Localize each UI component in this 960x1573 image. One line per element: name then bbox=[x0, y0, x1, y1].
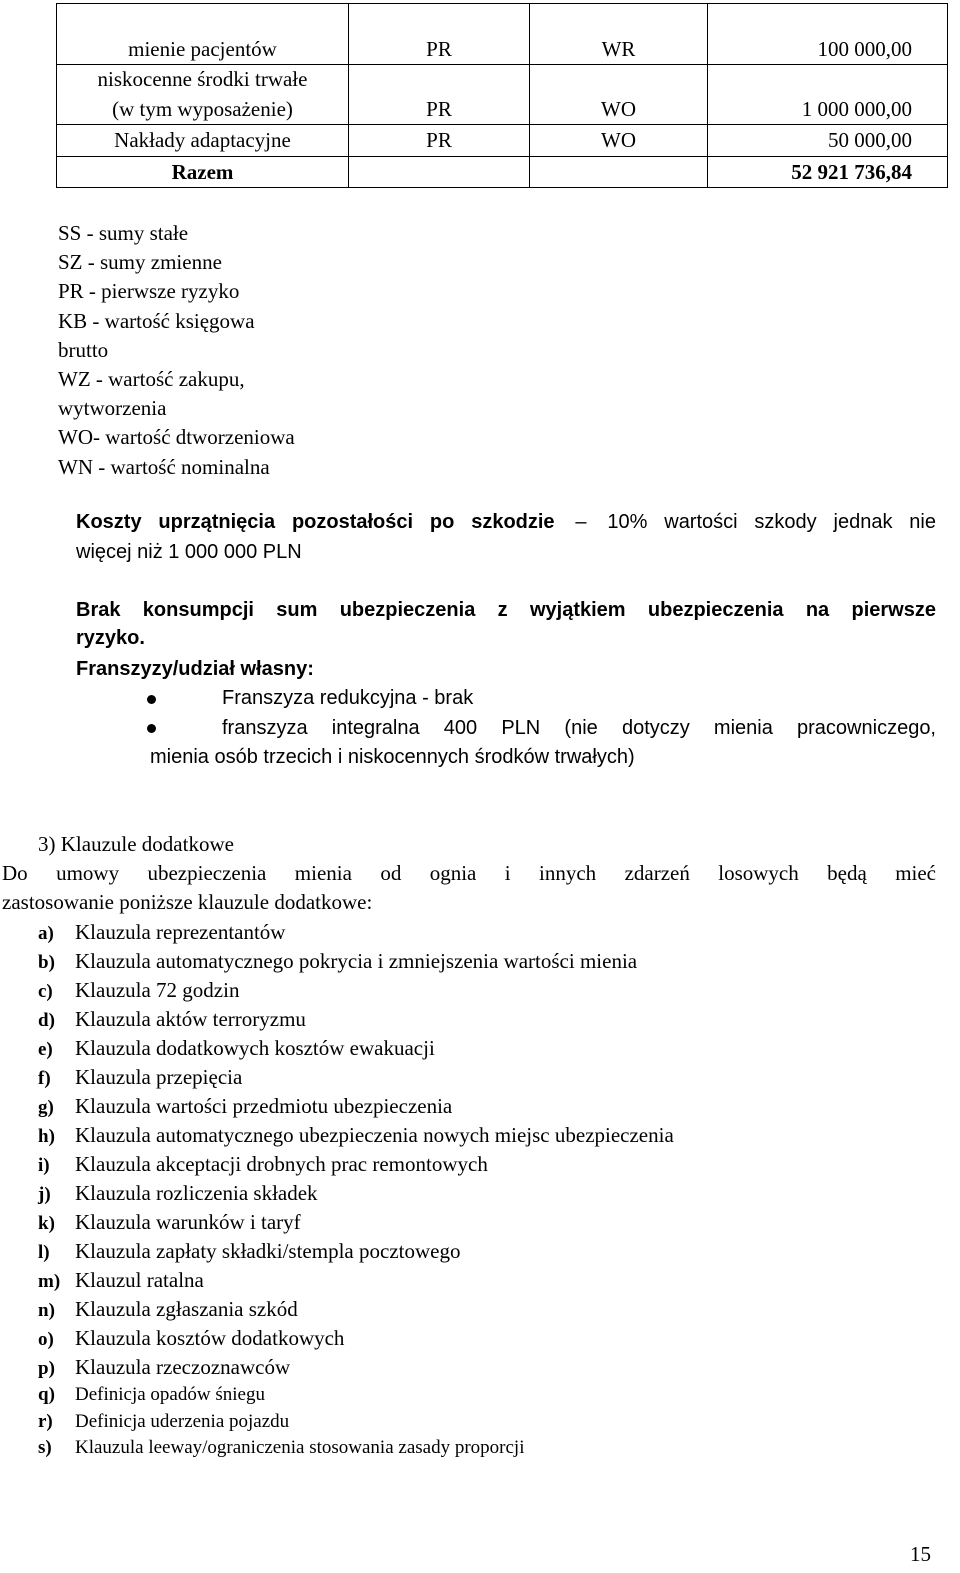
table-cell-valuation: WO bbox=[530, 65, 708, 125]
table-cell-amount: 50 000,00 bbox=[708, 125, 948, 156]
abbreviation-legend bbox=[58, 219, 295, 482]
clause-text: Klauzula leeway/ograniczenia stosowania zasady proporcji bbox=[75, 1437, 525, 1458]
consumption-line2: ryzyko. bbox=[76, 627, 145, 649]
clause-letter: m) bbox=[38, 1271, 61, 1292]
list-item bbox=[38, 1295, 674, 1324]
table-cell-system: PR bbox=[349, 65, 530, 125]
table-cell-name: mienie pacjentów bbox=[57, 4, 349, 65]
clause-text: Klauzula automatycznego ubezpieczenia nowych miejsc ubezpieczenia bbox=[75, 1123, 674, 1147]
legend-item: KB - wartość księgowa bbox=[58, 308, 255, 333]
legend-item: SS - sumy stałe bbox=[58, 221, 189, 245]
list-item bbox=[38, 1266, 674, 1295]
clause-letter: s) bbox=[38, 1437, 52, 1458]
clause-letter: r) bbox=[38, 1410, 53, 1432]
clause-letter: i) bbox=[38, 1155, 50, 1176]
legend-item: WN - wartość nominalna bbox=[58, 454, 270, 479]
list-item bbox=[38, 1179, 674, 1208]
list-item bbox=[38, 1005, 674, 1034]
clause-text: Klauzul ratalna bbox=[75, 1268, 204, 1292]
list-item bbox=[38, 1063, 674, 1092]
list-item bbox=[38, 1121, 674, 1150]
clause-letter: l) bbox=[38, 1242, 50, 1263]
table-row bbox=[57, 4, 948, 65]
list-item bbox=[38, 918, 674, 947]
table-cell-valuation: WR bbox=[530, 4, 708, 65]
table-row bbox=[57, 65, 948, 125]
table-total-label: Razem bbox=[57, 156, 349, 187]
clause-letter: j) bbox=[38, 1184, 51, 1205]
section-intro-line2: zastosowanie poniższe klauzule dodatkowe: bbox=[2, 890, 373, 914]
legend-item: WO- wartość dtworzeniowa bbox=[58, 425, 295, 450]
clause-text: Klauzula przepięcia bbox=[75, 1065, 243, 1089]
clause-letter: o) bbox=[38, 1329, 54, 1350]
page-number: 15 bbox=[910, 1542, 931, 1566]
list-item bbox=[38, 1208, 674, 1237]
table-cell-amount: 100 000,00 bbox=[708, 4, 948, 65]
clause-text: Definicja opadów śniegu bbox=[75, 1384, 265, 1405]
table-cell-system: PR bbox=[349, 125, 530, 156]
clause-text: Klauzula dodatkowych kosztów ewakuacji bbox=[75, 1036, 435, 1060]
clause-letter: n) bbox=[38, 1300, 55, 1321]
insurance-table bbox=[56, 3, 948, 188]
list-item bbox=[38, 1150, 674, 1179]
bullet-dot bbox=[147, 724, 156, 733]
cleanup-costs-rest: 10% wartości szkody jednak nie bbox=[607, 511, 936, 533]
clause-text: Klauzula rzeczoznawców bbox=[75, 1355, 291, 1379]
table-cell-valuation: WO bbox=[530, 125, 708, 156]
list-item bbox=[38, 1382, 674, 1409]
clause-text: Klauzula akceptacji drobnych prac remontowych bbox=[75, 1152, 488, 1176]
legend-item: PR - pierwsze ryzyko bbox=[58, 279, 240, 304]
table-cell-amount: 1 000 000,00 bbox=[708, 65, 948, 125]
legend-item: wytworzenia bbox=[58, 396, 167, 421]
cleanup-costs-line2: więcej niż 1 000 000 PLN bbox=[76, 541, 302, 563]
clause-text: Definicja uderzenia pojazdu bbox=[75, 1410, 290, 1432]
list-item bbox=[38, 1324, 674, 1353]
cleanup-costs-dash: – bbox=[575, 511, 587, 533]
clause-text: Klauzula aktów terroryzmu bbox=[75, 1007, 306, 1031]
clause-list bbox=[38, 918, 674, 1462]
clause-letter: p) bbox=[38, 1358, 55, 1379]
cleanup-costs-bold: Koszty uprzątnięcia pozostałości po szkodzie bbox=[76, 511, 555, 533]
table-cell-empty bbox=[349, 156, 530, 187]
list-item bbox=[38, 1092, 674, 1121]
bullet-dot bbox=[147, 695, 156, 704]
table-cell-name: Nakłady adaptacyjne bbox=[57, 125, 349, 156]
list-item bbox=[38, 1435, 674, 1462]
legend-item: SZ - sumy zmienne bbox=[58, 250, 222, 275]
legend-item: brutto bbox=[58, 337, 109, 362]
clause-text: Klauzula zgłaszania szkód bbox=[75, 1297, 298, 1321]
list-item bbox=[38, 1237, 674, 1266]
list-item bbox=[38, 976, 674, 1005]
clause-letter: c) bbox=[38, 981, 53, 1002]
clause-letter: g) bbox=[38, 1097, 54, 1118]
table-cell-name-line: (w tym wyposażenie) bbox=[112, 96, 293, 121]
section-heading: 3) Klauzule dodatkowe bbox=[38, 832, 234, 856]
clause-text: Klauzula rozliczenia składek bbox=[75, 1181, 318, 1205]
clause-letter: f) bbox=[38, 1068, 51, 1089]
legend-item: WZ - wartość zakupu, bbox=[58, 366, 245, 391]
list-item bbox=[38, 1353, 674, 1382]
clause-text: Klauzula reprezentantów bbox=[75, 920, 286, 944]
deductible-title: Franszyzy/udział własny: bbox=[76, 658, 314, 680]
table-cell-empty bbox=[530, 156, 708, 187]
table-cell-system: PR bbox=[349, 4, 530, 65]
table-cell-name-line: niskocenne środki trwałe bbox=[97, 67, 308, 92]
list-item bbox=[38, 1409, 674, 1436]
table-total-row bbox=[57, 156, 948, 187]
clause-letter: k) bbox=[38, 1213, 55, 1234]
consumption-line1: Brak konsumpcji sum ubezpieczenia z wyjątkiem ubezpieczenia na pierwsze bbox=[76, 599, 936, 621]
cleanup-costs-paragraph bbox=[76, 510, 936, 534]
clause-letter: h) bbox=[38, 1126, 55, 1147]
clause-letter: d) bbox=[38, 1010, 55, 1031]
deductible-bullet-1: Franszyza redukcyjna - brak bbox=[222, 687, 474, 709]
table-row bbox=[57, 125, 948, 156]
table-cell-name bbox=[57, 65, 349, 125]
clause-text: Klauzula automatycznego pokrycia i zmniejszenia wartości mienia bbox=[75, 949, 638, 973]
deductible-bullet-2-line1: franszyza integralna 400 PLN (nie dotyczy mienia pracowniczego, bbox=[222, 717, 936, 739]
clause-letter: q) bbox=[38, 1384, 55, 1405]
section-intro-line1: Do umowy ubezpieczenia mienia od ognia i innych zdarzeń losowych będą mieć bbox=[2, 861, 936, 885]
clause-text: Klauzula kosztów dodatkowych bbox=[75, 1326, 345, 1350]
list-item bbox=[38, 1034, 674, 1063]
clause-text: Klauzula 72 godzin bbox=[75, 978, 240, 1002]
list-item bbox=[38, 947, 674, 976]
clause-text: Klauzula zapłaty składki/stempla pocztowego bbox=[75, 1239, 461, 1263]
table-total-amount: 52 921 736,84 bbox=[708, 156, 948, 187]
clause-letter: e) bbox=[38, 1039, 53, 1060]
clause-text: Klauzula warunków i taryf bbox=[75, 1210, 301, 1234]
clause-letter: a) bbox=[38, 923, 54, 944]
deductible-bullet-2-line2: mienia osób trzecich i niskocennych środków trwałych) bbox=[150, 746, 635, 768]
clause-letter: b) bbox=[38, 952, 55, 973]
clause-text: Klauzula wartości przedmiotu ubezpieczenia bbox=[75, 1094, 453, 1118]
